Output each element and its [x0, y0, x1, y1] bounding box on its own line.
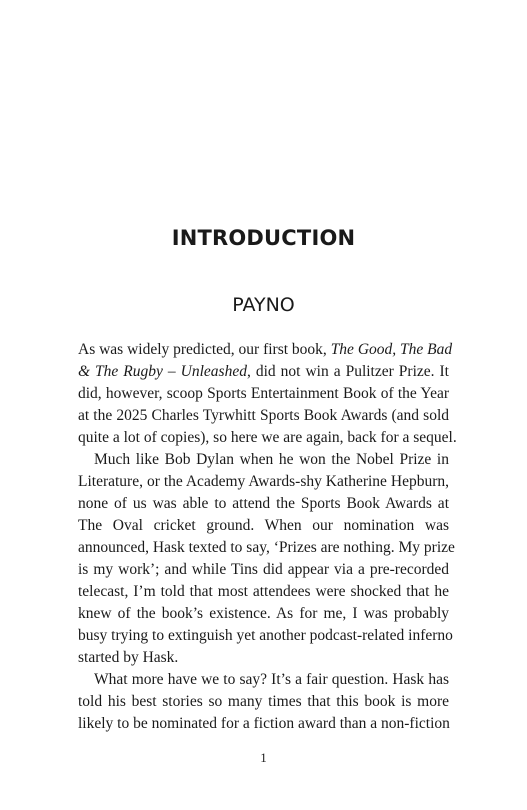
text-line: none of us was able to attend the Sports Book Awards at	[78, 495, 449, 512]
section-author-heading: PAYNO	[232, 294, 295, 316]
text-line: told his best stories so many times that this book is more	[78, 693, 449, 710]
page-number: 1	[260, 750, 267, 765]
text-line: knew of the book’s existence. As for me, I was probably	[78, 605, 449, 622]
text-line: at the 2025 Charles Tyrwhitt Sports Book Awards (and sold	[78, 407, 449, 424]
text-line: What more have we to say? It’s a fair question. Hask has	[94, 671, 449, 688]
book-title-italic: & The Rugby – Unleashed	[78, 363, 247, 380]
chapter-title: INTRODUCTION	[171, 226, 356, 250]
text-line: busy trying to extinguish yet another podcast-related inferno	[78, 627, 453, 644]
text-run: , did not win a Pulitzer Prize. It	[246, 363, 449, 380]
text-line: quite a lot of copies), so here we are again, back for a sequel.	[78, 429, 457, 446]
text-line	[78, 339, 453, 361]
text-line: telecast, I’m told that most attendees were shocked that he	[78, 583, 449, 600]
text-line: is my work’; and while Tins did appear via a pre-recorded	[78, 561, 449, 578]
text-line: started by Hask.	[78, 649, 179, 666]
text-line: likely to be nominated for a fiction award than a non-fiction	[78, 715, 450, 732]
paragraph-2	[78, 449, 455, 669]
paragraph-3	[78, 669, 449, 735]
text-line: Much like Bob Dylan when he won the Nobel Prize in	[94, 451, 449, 468]
text-line: Literature, or the Academy Awards-shy Katherine Hepburn,	[78, 473, 449, 490]
text-line	[78, 361, 449, 383]
text-line: did, however, scoop Sports Entertainment Book of the Year	[78, 385, 449, 402]
text-line: announced, Hask texted to say, ‘Prizes are nothing. My prize	[78, 539, 455, 556]
book-title-italic: The Good, The Bad	[330, 341, 453, 358]
body-text	[78, 339, 457, 735]
paragraph-1	[78, 339, 457, 449]
text-run: As was widely predicted, our first book,	[78, 341, 331, 358]
text-line: The Oval cricket ground. When our nomination was	[78, 517, 449, 534]
